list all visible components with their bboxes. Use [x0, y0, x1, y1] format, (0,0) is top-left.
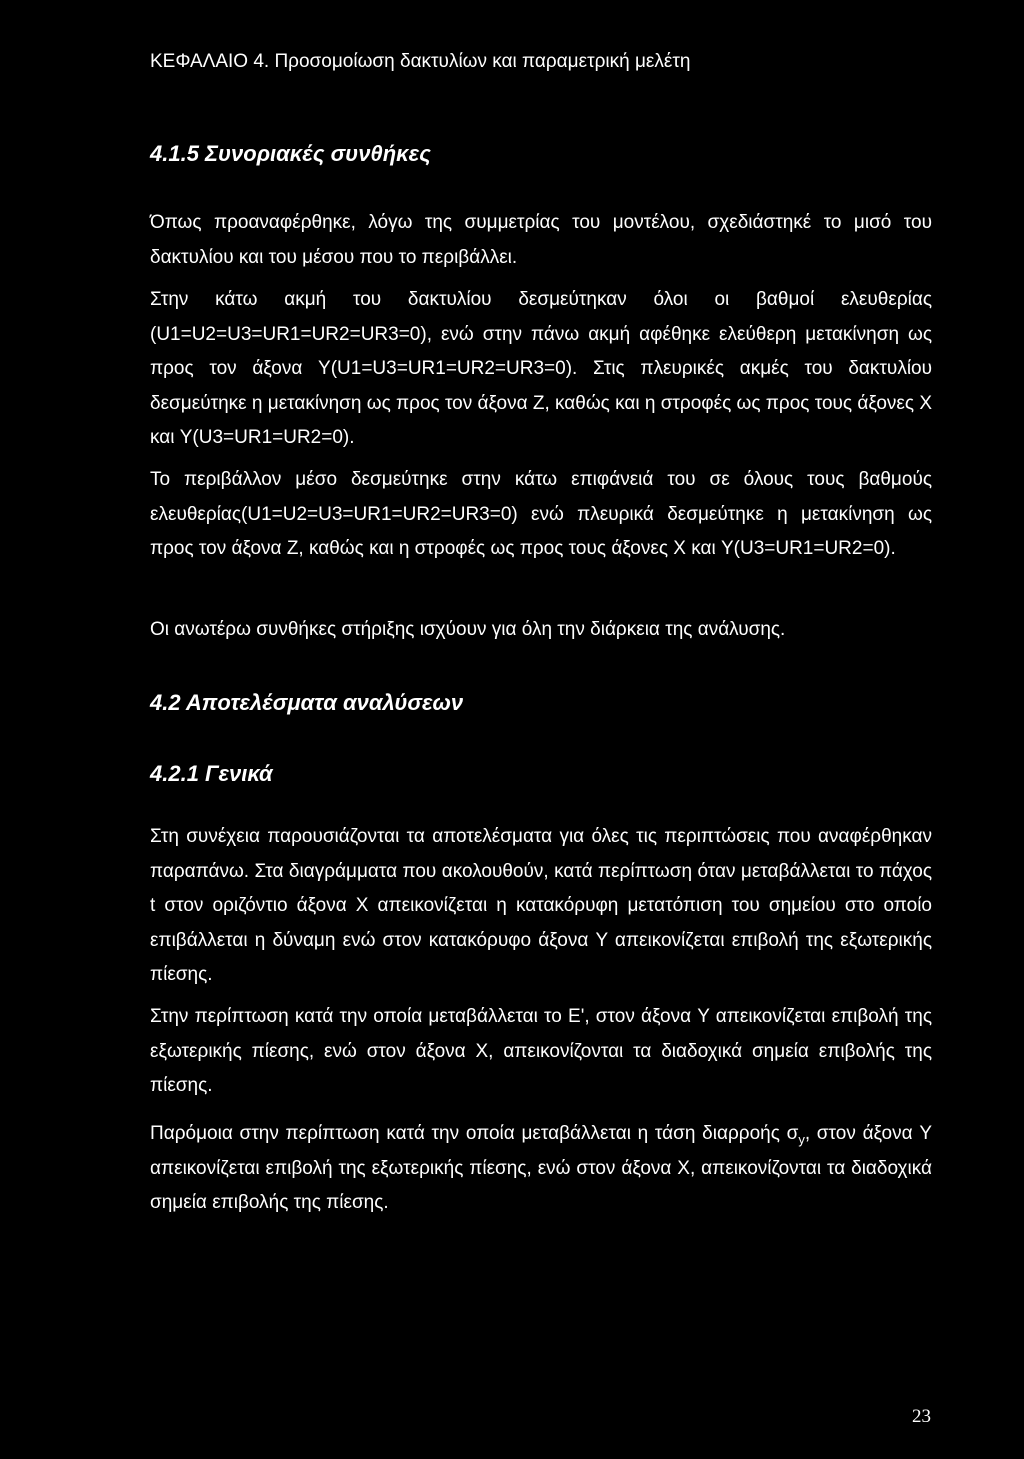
section-heading-4-2-1: 4.2.1 Γενικά: [150, 761, 273, 786]
paragraph-yield-stress-case: [150, 1117, 932, 1221]
section-heading-4-2: 4.2 Αποτελέσματα αναλύσεων: [150, 690, 464, 715]
paragraph-results-intro: Στη συνέχεια παρουσιάζονται τα αποτελέσματα για όλες τις περιπτώσεις που αναφέρθηκαν παραπάνω. Στα διαγράμματα που ακολουθούν, κατά περίπτωση όταν μεταβάλλεται το πάχος t στον οριζόντιο άξονα X απεικονίζεται η κατακόρυφη μετατόπιση του σημείου στο οποίο επιβάλλεται η δύναμη ενώ στον κατακόρυφο άξονα Y απεικονίζεται επιβολή της εξωτερικής πίεσης.: [150, 826, 932, 985]
paragraph-support-conditions: Οι ανωτέρω συνθήκες στήριξης ισχύουν για όλη την διάρκεια της ανάλυσης.: [150, 619, 786, 640]
section-heading-4-1-5: 4.1.5 Συνοριακές συνθήκες: [150, 141, 431, 166]
page-number: 23: [912, 1406, 931, 1427]
yield-stress-text-after: , στον άξονα Y απεικονίζεται επιβολή της εξωτερικής πίεσης, ενώ στον άξονα X, απεικονίζονται τα διαδοχικά σημεία επιβολής της πίεσης.: [150, 1123, 932, 1213]
paragraph-ring-constraints: Στην κάτω ακμή του δακτυλίου δεσμεύτηκαν όλοι οι βαθμοί ελευθερίας (U1=U2=U3=UR1=UR2=UR3=0), ενώ στην πάνω ακμή αφέθηκε ελεύθερη μετακίνηση ως προς τον άξονα Y(U1=U3=UR1=UR2=UR3=0). Στις πλευρικές ακμές του δακτυλίου δεσμεύτηκε η μετακίνηση ως προς τον άξονα Z, καθώς και η στροφές ως προς τους άξονες X και Y(U3=UR1=UR2=0).: [150, 289, 932, 448]
paragraph-medium-constraints: Το περιβάλλον μέσο δεσμεύτηκε στην κάτω επιφάνειά του σε όλους τους βαθμούς ελευθερίας(U1=U2=U3=UR1=UR2=UR3=0) ενώ πλευρικά δεσμεύτηκε η μετακίνηση ως προς τον άξονα Z, καθώς και η στροφές ως προς τους άξονες X και Y(U3=UR1=UR2=0).: [150, 469, 932, 559]
yield-stress-text-before: Παρόμοια στην περίπτωση κατά την οποία μεταβάλλεται η τάση διαρροής σ: [150, 1123, 799, 1144]
paragraph-symmetry: Όπως προαναφέρθηκε, λόγω της συμμετρίας του μοντέλου, σχεδιάστηκέ το μισό του δακτυλίου και του μέσου που το περιβάλλει.: [150, 212, 932, 268]
yield-stress-subscript: y: [798, 1131, 805, 1147]
running-header: ΚΕΦΑΛΑΙΟ 4. Προσομοίωση δακτυλίων και παραμετρική μελέτη: [150, 51, 691, 72]
paragraph-e-prime-case: Στην περίπτωση κατά την οποία μεταβάλλεται το E', στον άξονα Y απεικονίζεται επιβολή της εξωτερικής πίεσης, ενώ στον άξονα X, απεικονίζονται τα διαδοχικά σημεία επιβολής της πίεσης.: [150, 1006, 932, 1096]
